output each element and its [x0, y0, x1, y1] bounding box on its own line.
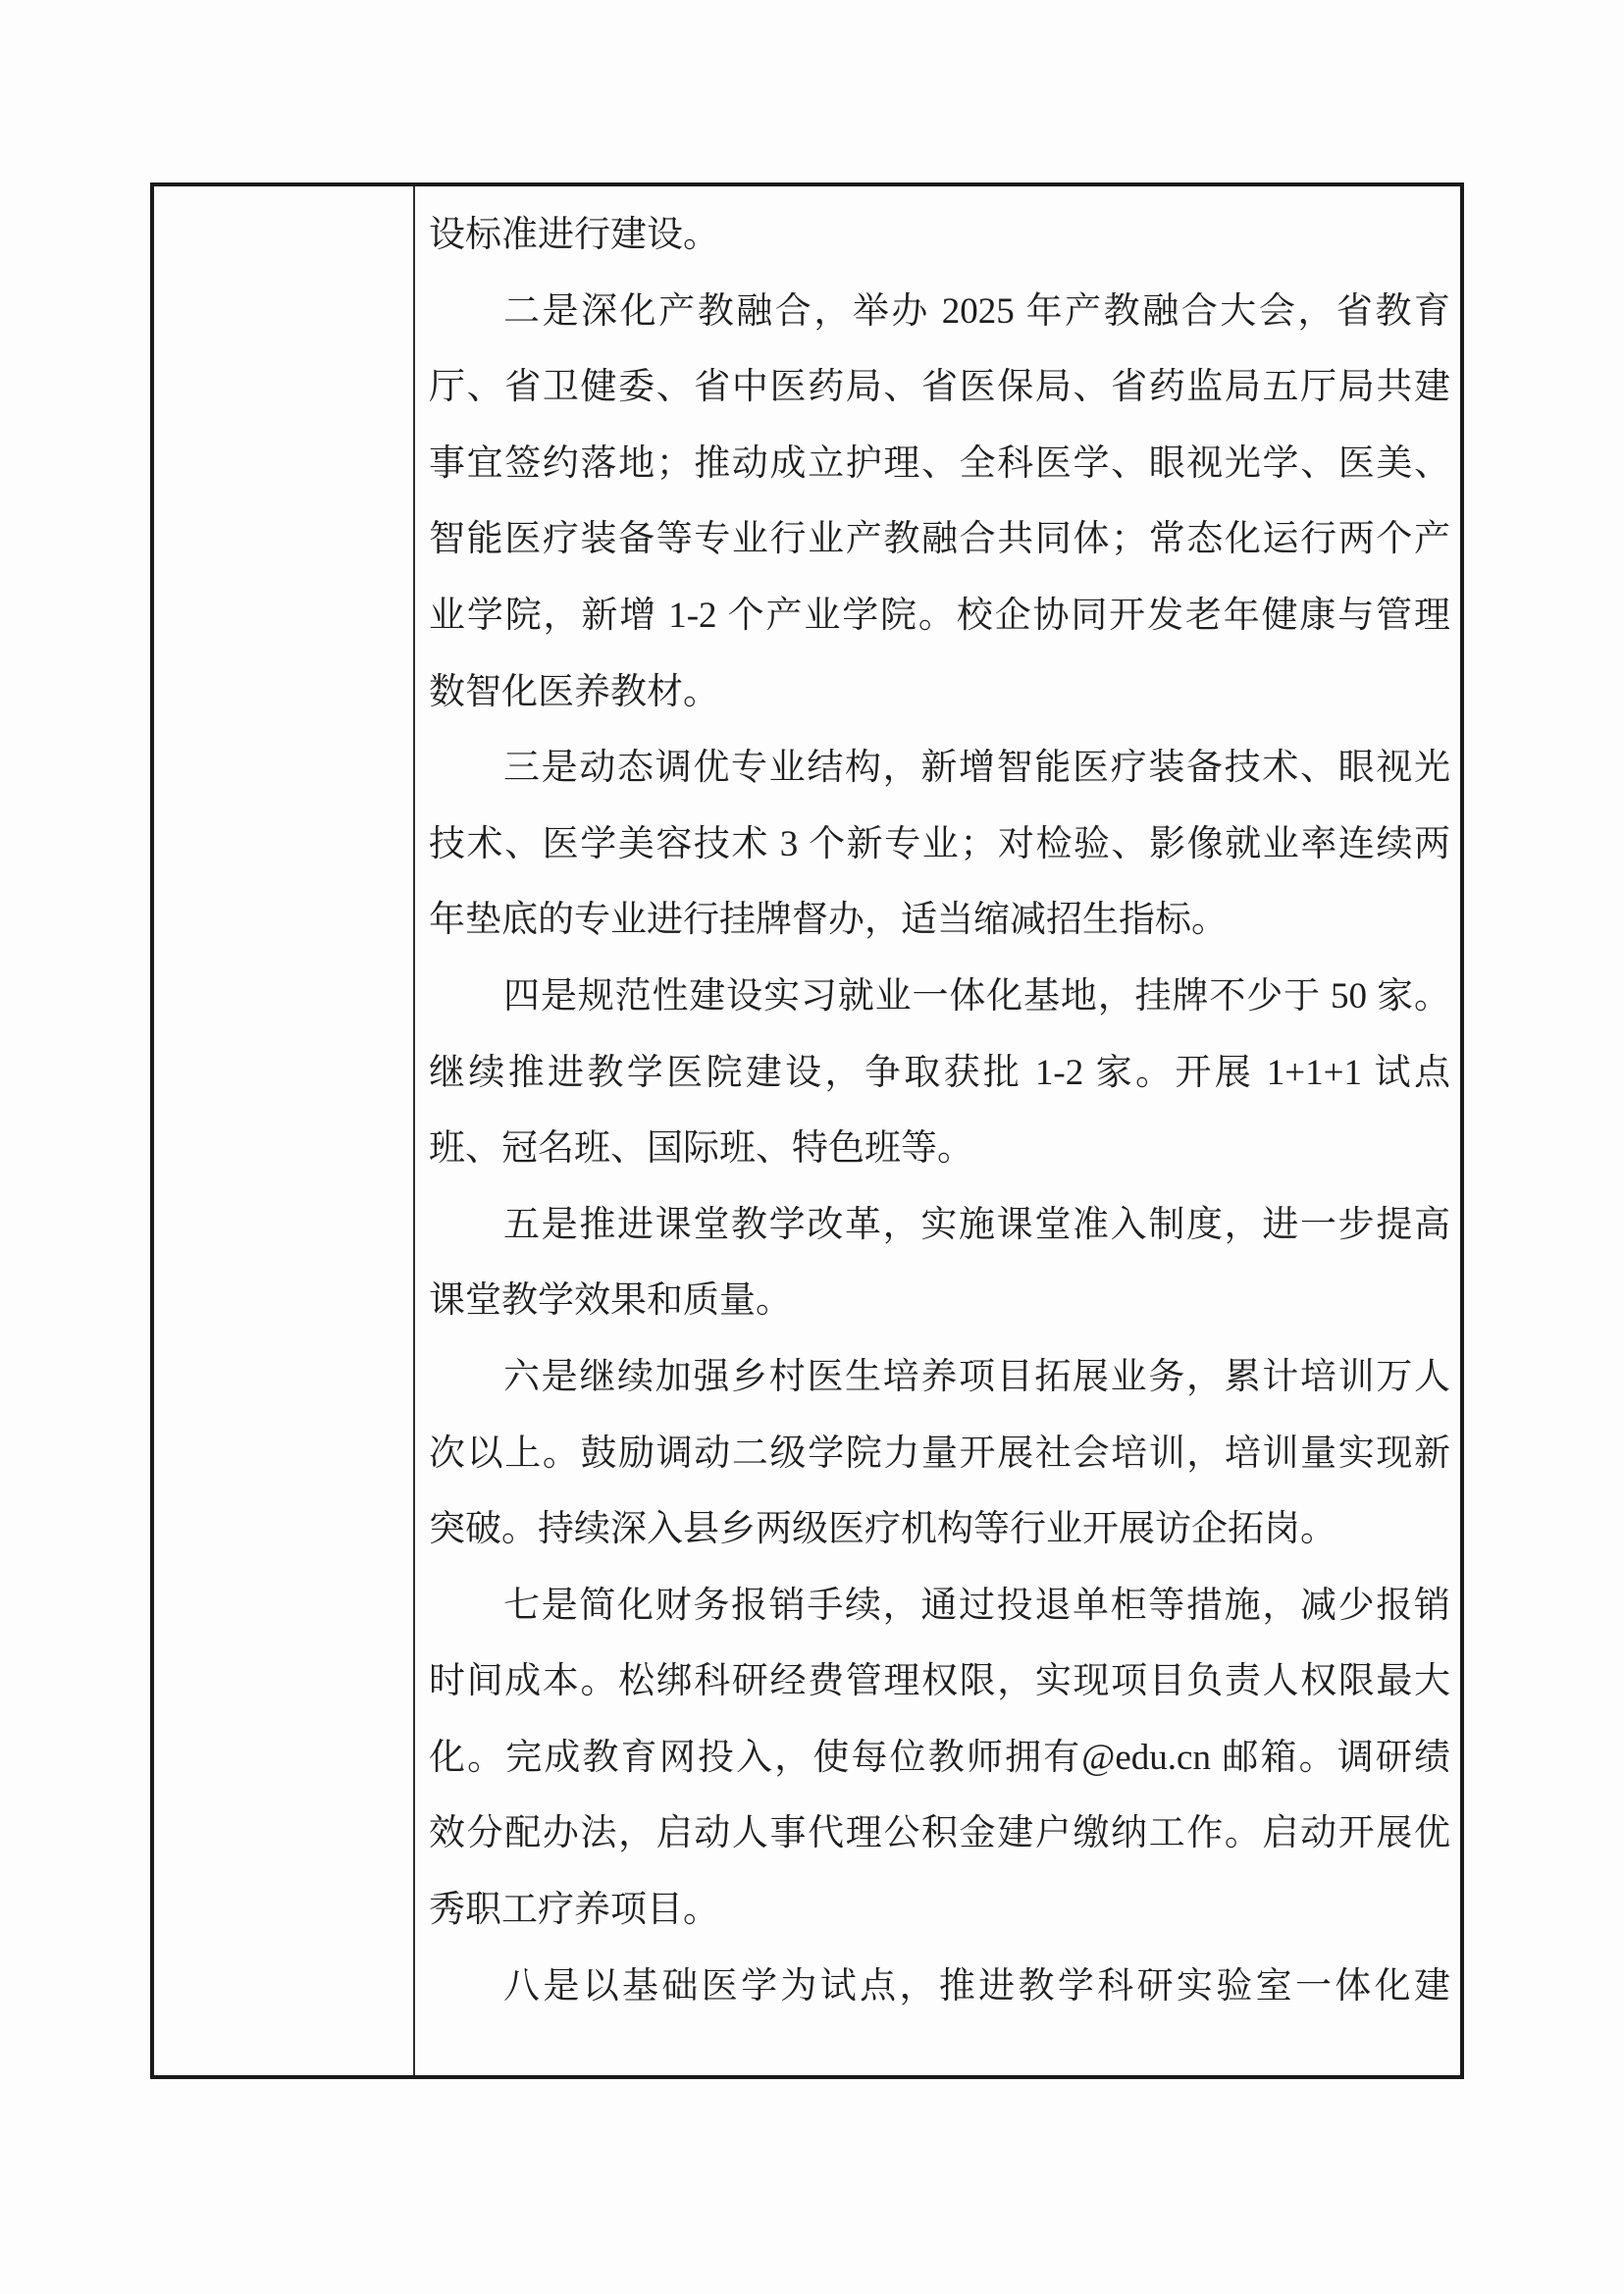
- text-line: 厅、省卫健委、省中医药局、省医保局、省药监局五厅局共建: [429, 367, 1450, 408]
- text-line: 三是动态调优专业结构，新增智能医疗装备技术、眼视光: [503, 748, 1450, 789]
- text-line: 六是继续加强乡村医生培养项目拓展业务，累计培训万人: [503, 1356, 1450, 1397]
- text-line: 八是以基础医学为试点，推进教学科研实验室一体化建: [503, 1965, 1450, 2007]
- text-line: 班、冠名班、国际班、特色班等。: [429, 1128, 973, 1170]
- text-line: 智能医疗装备等专业行业产教融合共同体；常态化运行两个产: [429, 519, 1450, 560]
- text-line: 继续推进教学医院建设，争取获批 1-2 家。开展 1+1+1 试点: [429, 1052, 1450, 1093]
- text-line: 技术、医学美容技术 3 个新专业；对检验、影像就业率连续两: [429, 823, 1450, 864]
- text-line: 次以上。鼓励调动二级学院力量开展社会培训，培训量实现新: [429, 1433, 1450, 1474]
- table-content-cell: [415, 186, 1460, 2075]
- text-line: 四是规范性建设实习就业一体化基地，挂牌不少于 50 家。: [503, 975, 1450, 1017]
- text-line: 突破。持续深入县乡两级医疗机构等行业开展访企拓岗。: [429, 1509, 1336, 1550]
- content-text: [429, 197, 1450, 2024]
- text-line: 效分配办法，启动人事代理公积金建户缴纳工作。启动开展优: [429, 1813, 1450, 1854]
- text-line: 时间成本。松绑科研经费管理权限，实现项目负责人权限最大: [429, 1661, 1450, 1702]
- table-label-cell: [154, 186, 415, 2075]
- text-line: 设标准进行建设。: [429, 215, 719, 255]
- text-line: 事宜签约落地；推动成立护理、全科医学、眼视光学、医美、: [429, 443, 1450, 484]
- text-line: 秀职工疗养项目。: [429, 1890, 719, 1931]
- text-line: 化。完成教育网投入，使每位教师拥有@edu.cn 邮箱。调研绩: [429, 1737, 1450, 1778]
- text-line: 二是深化产教融合，举办 2025 年产教融合大会，省教育: [503, 290, 1450, 332]
- text-line: 五是推进课堂教学改革，实施课堂准入制度，进一步提高: [503, 1204, 1450, 1245]
- text-line: 年垫底的专业进行挂牌督办，适当缩减招生指标。: [429, 900, 1228, 941]
- text-line: 课堂教学效果和质量。: [429, 1280, 792, 1322]
- text-line: 数智化医养教材。: [429, 671, 719, 712]
- text-line: 七是简化财务报销手续，通过投退单柜等措施，减少报销: [503, 1585, 1450, 1626]
- text-line: 业学院，新增 1-2 个产业学院。校企协同开发老年健康与管理: [429, 595, 1450, 636]
- report-table: [150, 182, 1464, 2079]
